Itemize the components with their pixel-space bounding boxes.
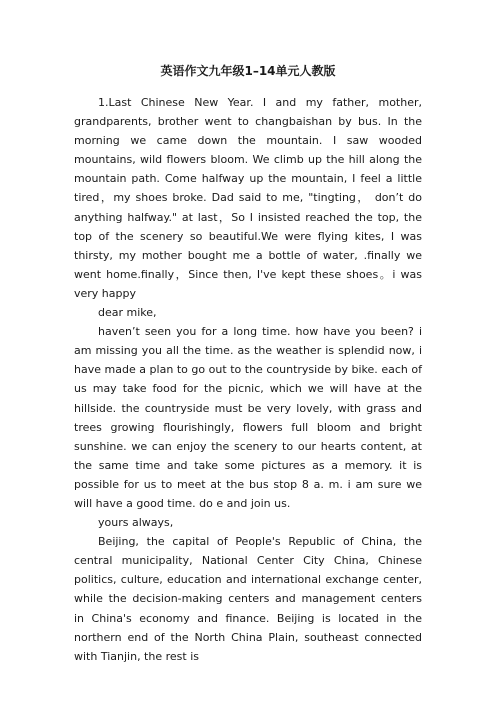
letter-closing: yours always, [98,516,174,530]
document-title: 英语作文九年级1–14单元人教版 [160,64,336,78]
document-body [74,93,422,666]
paragraph-new-year-trip: 1.Last Chinese New Year. I and my father, mother, grandparents, brother went to changbaishan by bus. In the morning we came down the mountain. I saw wooded mountains, wild flowers bloom. We climb up the hill along the mountain path. Come halfway up the mountain, I feel a little tired，my shoes broke. Dad said to me, "tingting， don’t do anything halfway." at last，So I insisted reached the top, the top of the scenery so beautiful.We were flying kites, I was thirsty, my mother bought me a bottle of water, .finally we went home.finally，Since then, I've kept these shoes。i was very happy [74,96,422,300]
paragraph-beijing: Beijing, the capital of People's Republic of China, the central municipality, National Center City China, Chinese politics, culture, education and international exchange center, while the decision-making centers and management centers in China's economy and finance. Beijing is located in the northern end of the North China Plain, southeast connected with Tianjin, the rest is [74,535,422,663]
letter-salutation: dear mike, [98,306,157,320]
paragraph-letter-body: haven’t seen you for a long time. how have you been? i am missing you all the time. as the weather is splendid now, i have made a plan to go out to the countryside by bike. each of us may take food for the picnic, which we will have at the hillside. the countryside must be very lovely, with grass and trees growing flourishingly, flowers full bloom and bright sunshine. we can enjoy the scenery to our hearts content, at the same time and take some pictures as a memory. it is possible for us to meet at the bus stop 8 a. m. i am sure we will have a good time. do e and join us. [74,325,422,510]
